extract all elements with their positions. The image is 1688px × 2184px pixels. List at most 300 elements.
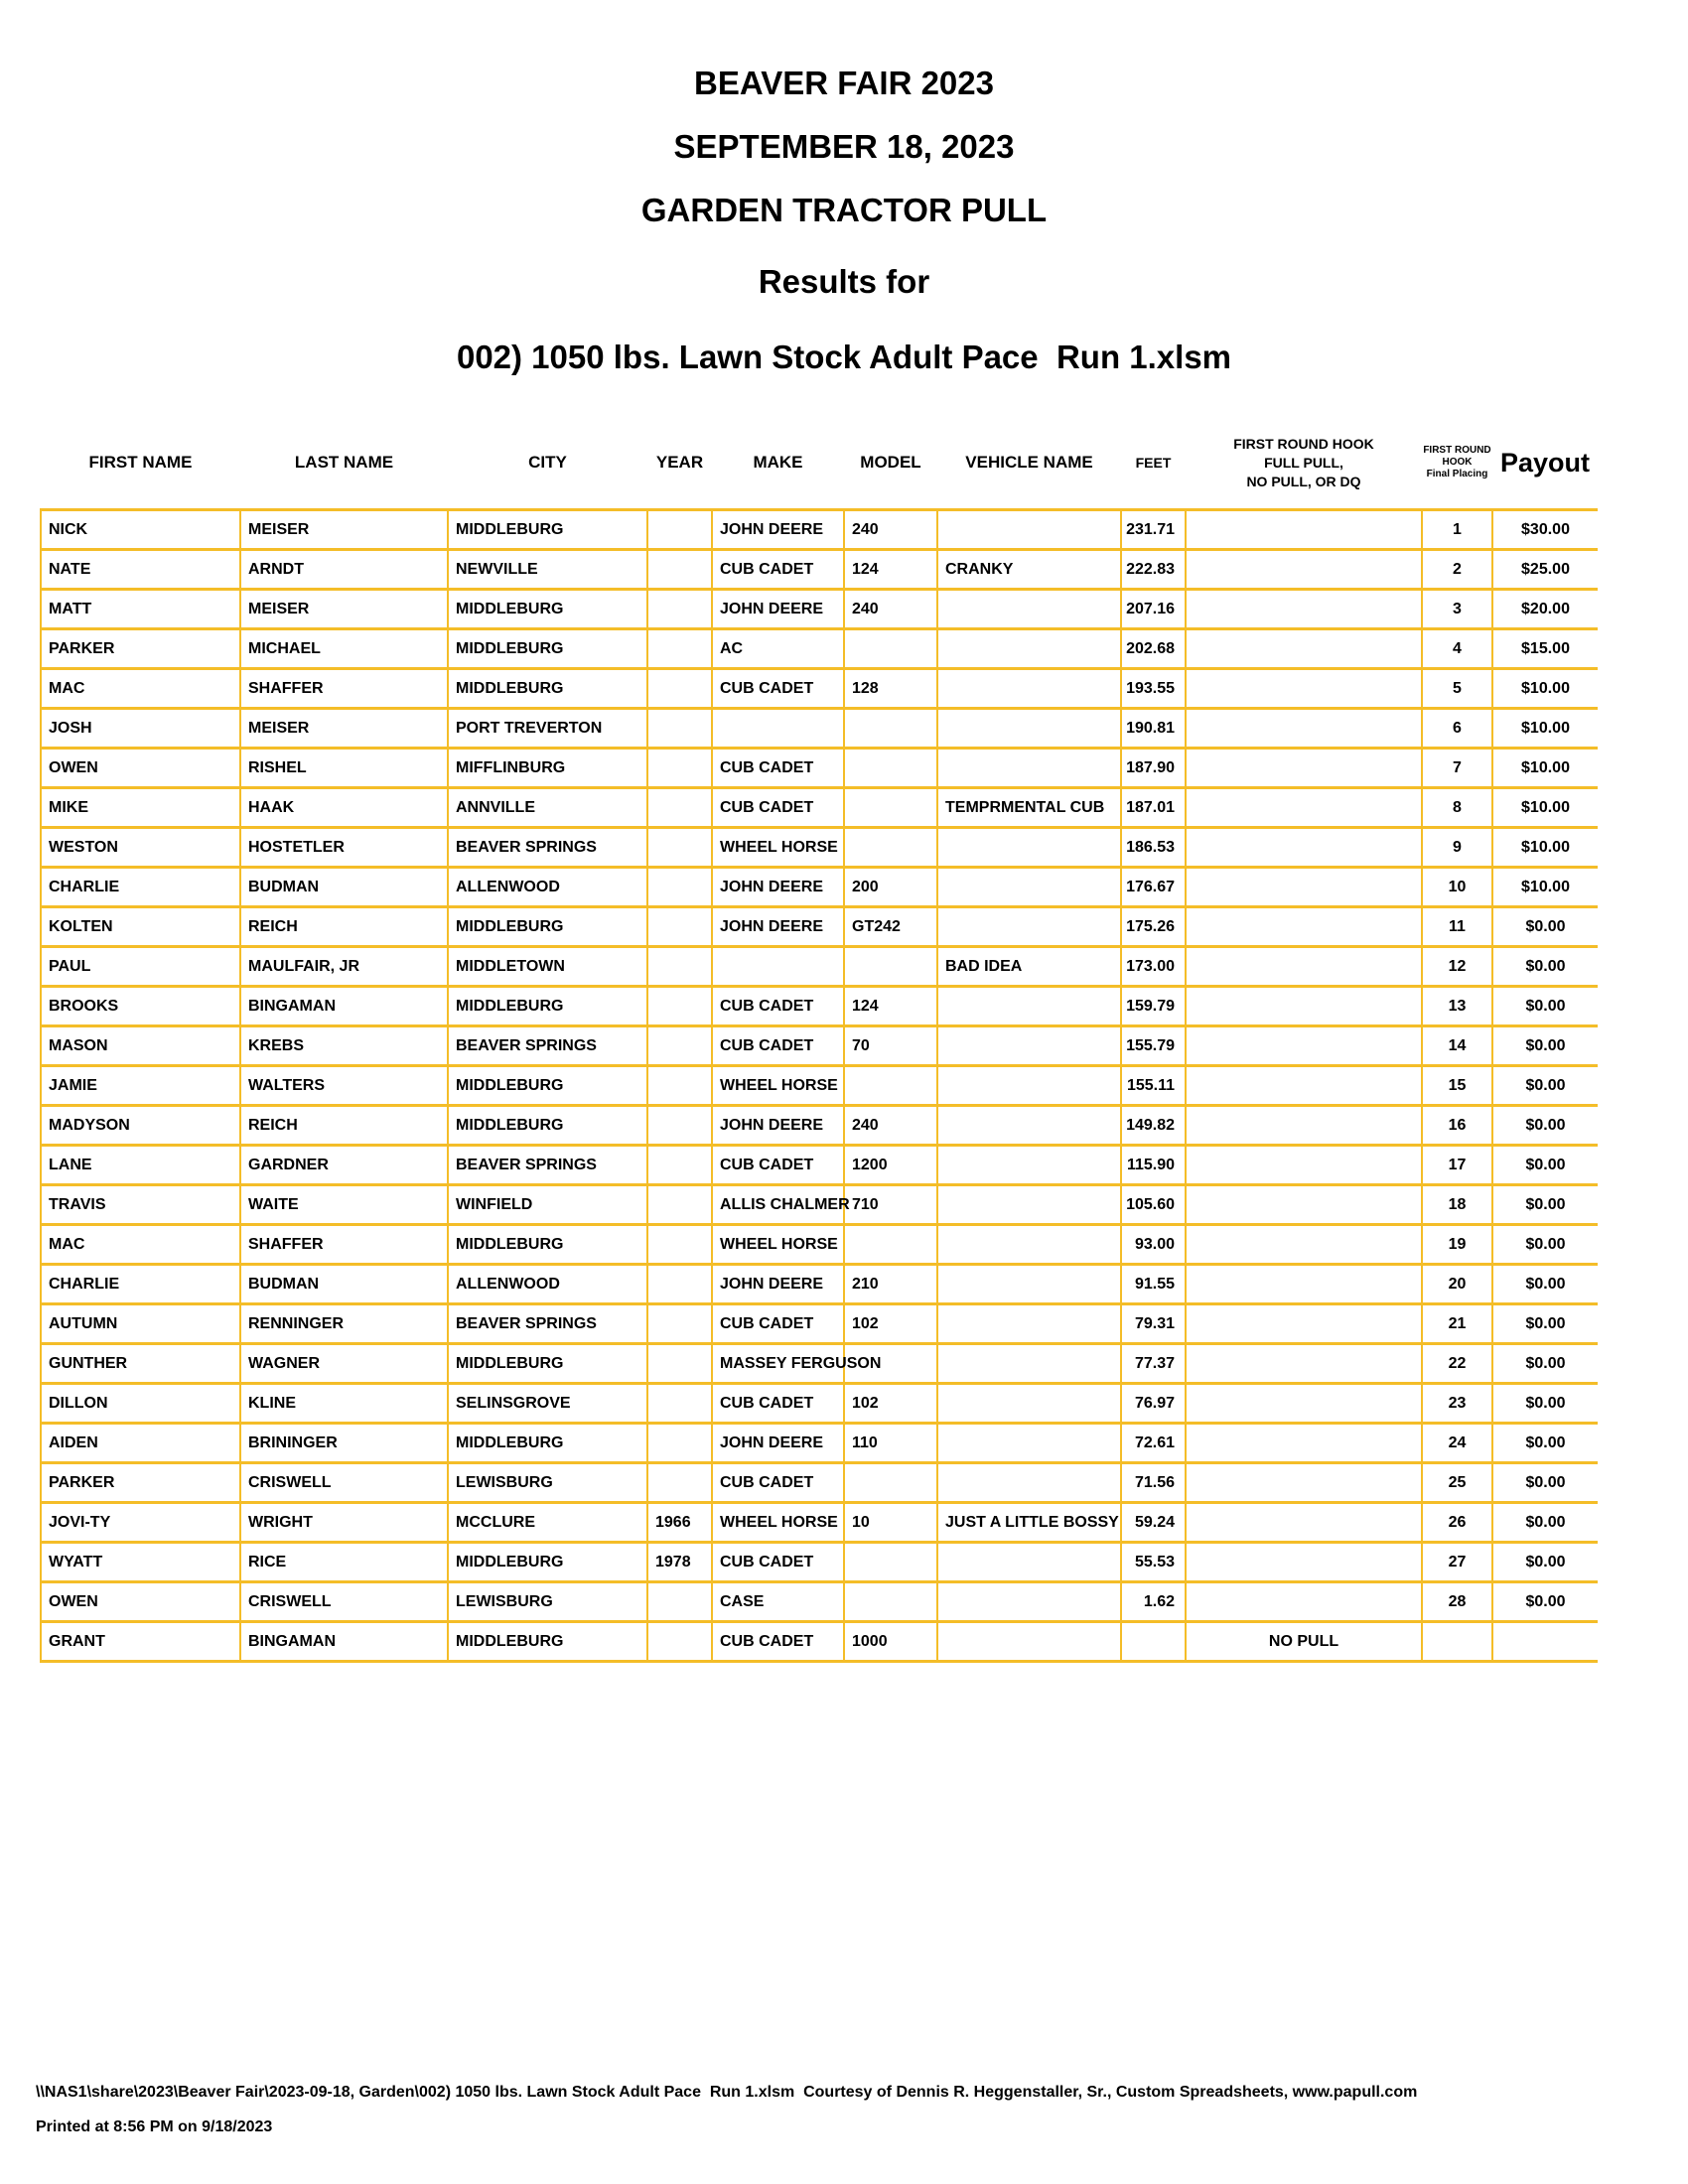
table-row — [41, 749, 1598, 788]
cell-final-placing: 11 — [1422, 907, 1492, 947]
cell-final-placing: 27 — [1422, 1543, 1492, 1582]
cell-year — [647, 1146, 712, 1185]
page-title — [0, 52, 1688, 389]
cell-city: BEAVER SPRINGS — [448, 1146, 647, 1185]
cell-last-name: CRISWELL — [240, 1463, 448, 1503]
cell-payout: $0.00 — [1492, 1026, 1598, 1066]
cell-city: LEWISBURG — [448, 1463, 647, 1503]
cell-last-name: WAITE — [240, 1185, 448, 1225]
make-text: AC — [720, 639, 744, 657]
cell-city: ALLENWOOD — [448, 868, 647, 907]
table-row — [41, 868, 1598, 907]
cell-first-name: AIDEN — [41, 1424, 240, 1463]
cell-last-name: BINGAMAN — [240, 987, 448, 1026]
cell-hook-result — [1186, 907, 1422, 947]
cell-make — [712, 1424, 844, 1463]
cell-last-name: GARDNER — [240, 1146, 448, 1185]
cell-final-placing: 1 — [1422, 510, 1492, 550]
table-row — [41, 1424, 1598, 1463]
cell-year — [647, 987, 712, 1026]
cell-last-name: CRISWELL — [240, 1582, 448, 1622]
header-year: YEAR — [655, 453, 704, 472]
cell-city: LEWISBURG — [448, 1582, 647, 1622]
cell-make — [712, 1185, 850, 1225]
cell-last-name: MEISER — [240, 510, 448, 550]
cell-last-name: REICH — [240, 1106, 448, 1146]
cell-make — [712, 669, 844, 709]
cell-year — [647, 1106, 712, 1146]
cell-feet: 77.37 — [1121, 1344, 1186, 1384]
cell-hook-result — [1186, 947, 1422, 987]
cell-make — [712, 709, 844, 749]
cell-hook-result — [1186, 669, 1422, 709]
make-text: ALLIS CHALMER — [720, 1195, 850, 1213]
cell-make — [712, 1582, 844, 1622]
cell-model: 128 — [844, 669, 937, 709]
cell-hook-result — [1186, 629, 1422, 669]
cell-hook-result — [1186, 1424, 1422, 1463]
header-hook-line3: NO PULL, OR DQ — [1246, 473, 1361, 489]
cell-hook-result — [1186, 1304, 1422, 1344]
cell-payout: $0.00 — [1492, 907, 1598, 947]
cell-first-name: PARKER — [41, 1463, 240, 1503]
cell-vehicle-name — [937, 1463, 1121, 1503]
cell-city: MIDDLEBURG — [448, 907, 647, 947]
cell-vehicle-name — [937, 510, 1121, 550]
table-row — [41, 1622, 1598, 1662]
header-last-name: LAST NAME — [294, 453, 394, 472]
cell-make — [712, 1622, 844, 1662]
table-row — [41, 987, 1598, 1026]
make-text: CUB CADET — [720, 798, 814, 816]
table-row — [41, 1026, 1598, 1066]
cell-first-name: OWEN — [41, 1582, 240, 1622]
table-row — [41, 1543, 1598, 1582]
cell-first-name: PAUL — [41, 947, 240, 987]
cell-year — [647, 1384, 712, 1424]
cell-vehicle-name — [937, 1344, 1121, 1384]
cell-first-name: MIKE — [41, 788, 240, 828]
cell-hook-result — [1186, 1185, 1422, 1225]
cell-final-placing: 9 — [1422, 828, 1492, 868]
cell-city: BEAVER SPRINGS — [448, 828, 647, 868]
cell-feet — [1121, 1622, 1186, 1662]
cell-last-name: BINGAMAN — [240, 1622, 448, 1662]
cell-city: BEAVER SPRINGS — [448, 1026, 647, 1066]
cell-vehicle-name — [937, 1543, 1121, 1582]
cell-final-placing: 13 — [1422, 987, 1492, 1026]
title-date: SEPTEMBER 18, 2023 — [673, 128, 1015, 165]
cell-hook-result — [1186, 510, 1422, 550]
cell-feet: 155.11 — [1121, 1066, 1186, 1106]
header-final-placing — [1422, 417, 1492, 510]
cell-hook-result: NO PULL — [1186, 1622, 1422, 1662]
cell-final-placing: 23 — [1422, 1384, 1492, 1424]
header-placing-line1: FIRST ROUND — [1423, 445, 1491, 456]
cell-model: 70 — [844, 1026, 937, 1066]
cell-hook-result — [1186, 1146, 1422, 1185]
cell-hook-result — [1186, 1384, 1422, 1424]
cell-last-name: REICH — [240, 907, 448, 947]
cell-last-name: KLINE — [240, 1384, 448, 1424]
cell-model: 710 — [844, 1185, 937, 1225]
cell-final-placing: 15 — [1422, 1066, 1492, 1106]
cell-last-name: ARNDT — [240, 550, 448, 590]
make-text: JOHN DEERE — [720, 1275, 824, 1293]
table-body — [41, 510, 1598, 1662]
cell-hook-result — [1186, 1225, 1422, 1265]
table-row — [41, 1146, 1598, 1185]
make-text: CUB CADET — [720, 1473, 814, 1491]
cell-make — [712, 1384, 844, 1424]
cell-model — [844, 629, 937, 669]
cell-make — [712, 1106, 844, 1146]
cell-year — [647, 669, 712, 709]
cell-first-name: JOVI-TY — [41, 1503, 240, 1543]
cell-final-placing: 12 — [1422, 947, 1492, 987]
cell-final-placing: 19 — [1422, 1225, 1492, 1265]
cell-feet: 202.68 — [1121, 629, 1186, 669]
cell-final-placing: 10 — [1422, 868, 1492, 907]
cell-payout: $0.00 — [1492, 1582, 1598, 1622]
cell-last-name: WALTERS — [240, 1066, 448, 1106]
cell-payout: $0.00 — [1492, 1225, 1598, 1265]
make-text: CUB CADET — [720, 997, 814, 1015]
cell-vehicle-name — [937, 907, 1121, 947]
cell-feet: 187.90 — [1121, 749, 1186, 788]
cell-last-name: HAAK — [240, 788, 448, 828]
table-row — [41, 1463, 1598, 1503]
cell-first-name: TRAVIS — [41, 1185, 240, 1225]
cell-city: MIDDLEBURG — [448, 510, 647, 550]
cell-first-name: WESTON — [41, 828, 240, 868]
cell-final-placing: 6 — [1422, 709, 1492, 749]
cell-feet: 91.55 — [1121, 1265, 1186, 1304]
make-text: JOHN DEERE — [720, 878, 824, 895]
cell-model: 110 — [844, 1424, 937, 1463]
table-row — [41, 1106, 1598, 1146]
cell-final-placing: 25 — [1422, 1463, 1492, 1503]
table-row — [41, 947, 1598, 987]
table-row — [41, 709, 1598, 749]
cell-last-name: HOSTETLER — [240, 828, 448, 868]
cell-hook-result — [1186, 828, 1422, 868]
table-row — [41, 1384, 1598, 1424]
cell-first-name: JOSH — [41, 709, 240, 749]
cell-make — [712, 1543, 844, 1582]
cell-vehicle-name: JUST A LITTLE BOSSY — [937, 1503, 1121, 1543]
cell-payout: $0.00 — [1492, 987, 1598, 1026]
cell-vehicle-name — [937, 629, 1121, 669]
cell-hook-result — [1186, 1463, 1422, 1503]
cell-payout: $20.00 — [1492, 590, 1598, 629]
cell-year — [647, 907, 712, 947]
cell-city: MIDDLEBURG — [448, 1543, 647, 1582]
table-row — [41, 1582, 1598, 1622]
table-row — [41, 1185, 1598, 1225]
cell-make — [712, 1463, 844, 1503]
cell-final-placing: 5 — [1422, 669, 1492, 709]
table-row — [41, 828, 1598, 868]
cell-year — [647, 590, 712, 629]
cell-city: MIFFLINBURG — [448, 749, 647, 788]
cell-final-placing — [1422, 1622, 1492, 1662]
cell-final-placing: 14 — [1422, 1026, 1492, 1066]
cell-year — [647, 749, 712, 788]
cell-feet: 159.79 — [1121, 987, 1186, 1026]
cell-city: MIDDLETOWN — [448, 947, 647, 987]
cell-final-placing: 24 — [1422, 1424, 1492, 1463]
cell-first-name: OWEN — [41, 749, 240, 788]
table-row — [41, 590, 1598, 629]
cell-payout: $0.00 — [1492, 1424, 1598, 1463]
cell-city: MIDDLEBURG — [448, 1622, 647, 1662]
cell-vehicle-name — [937, 828, 1121, 868]
cell-city: MIDDLEBURG — [448, 1066, 647, 1106]
header-hook-line2: FULL PULL, — [1264, 454, 1343, 471]
cell-vehicle-name — [937, 1424, 1121, 1463]
cell-feet: 105.60 — [1121, 1185, 1186, 1225]
table-row — [41, 1344, 1598, 1384]
table-row — [41, 1265, 1598, 1304]
cell-vehicle-name — [937, 1304, 1121, 1344]
make-text: CUB CADET — [720, 758, 814, 776]
cell-final-placing: 3 — [1422, 590, 1492, 629]
cell-model — [844, 709, 937, 749]
cell-payout: $25.00 — [1492, 550, 1598, 590]
title-competition: GARDEN TRACTOR PULL — [640, 192, 1048, 228]
cell-model: 102 — [844, 1304, 937, 1344]
cell-year: 1978 — [647, 1543, 712, 1582]
cell-model — [844, 788, 937, 828]
header-vehicle-name: VEHICLE NAME — [965, 453, 1093, 472]
cell-model: GT242 — [844, 907, 937, 947]
cell-model — [844, 1225, 937, 1265]
cell-first-name: GUNTHER — [41, 1344, 240, 1384]
cell-feet: 176.67 — [1121, 868, 1186, 907]
cell-last-name: KREBS — [240, 1026, 448, 1066]
cell-year — [647, 868, 712, 907]
cell-first-name: DILLON — [41, 1384, 240, 1424]
cell-first-name: MATT — [41, 590, 240, 629]
cell-final-placing: 21 — [1422, 1304, 1492, 1344]
cell-first-name: JAMIE — [41, 1066, 240, 1106]
cell-vehicle-name — [937, 590, 1121, 629]
cell-first-name: KOLTEN — [41, 907, 240, 947]
footer-printed-at: Printed at 8:56 PM on 9/18/2023 — [36, 2118, 273, 2135]
cell-payout: $10.00 — [1492, 788, 1598, 828]
cell-city: MIDDLEBURG — [448, 1424, 647, 1463]
cell-payout: $30.00 — [1492, 510, 1598, 550]
cell-payout: $10.00 — [1492, 749, 1598, 788]
cell-vehicle-name — [937, 1265, 1121, 1304]
header-first-round-hook — [1186, 417, 1422, 510]
cell-city: NEWVILLE — [448, 550, 647, 590]
cell-make — [712, 788, 844, 828]
table-row — [41, 629, 1598, 669]
cell-payout: $0.00 — [1492, 1146, 1598, 1185]
results-table-wrap — [40, 417, 1598, 1663]
table-row — [41, 788, 1598, 828]
cell-feet: 187.01 — [1121, 788, 1186, 828]
cell-model: 124 — [844, 550, 937, 590]
cell-hook-result — [1186, 1066, 1422, 1106]
cell-year — [647, 510, 712, 550]
cell-last-name: RENNINGER — [240, 1304, 448, 1344]
cell-feet: 149.82 — [1121, 1106, 1186, 1146]
cell-first-name: MAC — [41, 1225, 240, 1265]
cell-vehicle-name: TEMPRMENTAL CUB — [937, 788, 1121, 828]
cell-city: WINFIELD — [448, 1185, 647, 1225]
cell-model — [844, 1543, 937, 1582]
cell-year — [647, 828, 712, 868]
cell-payout: $0.00 — [1492, 1463, 1598, 1503]
cell-final-placing: 2 — [1422, 550, 1492, 590]
cell-hook-result — [1186, 709, 1422, 749]
cell-make — [712, 1225, 844, 1265]
cell-make — [712, 510, 844, 550]
cell-first-name: CHARLIE — [41, 868, 240, 907]
cell-hook-result — [1186, 1543, 1422, 1582]
cell-year — [647, 788, 712, 828]
cell-year — [647, 1463, 712, 1503]
cell-payout: $0.00 — [1492, 1185, 1598, 1225]
cell-model: 240 — [844, 590, 937, 629]
cell-vehicle-name: BAD IDEA — [937, 947, 1121, 987]
cell-last-name: SHAFFER — [240, 669, 448, 709]
cell-hook-result — [1186, 1582, 1422, 1622]
cell-payout: $10.00 — [1492, 669, 1598, 709]
cell-first-name: MADYSON — [41, 1106, 240, 1146]
table-row — [41, 669, 1598, 709]
cell-last-name: SHAFFER — [240, 1225, 448, 1265]
cell-year — [647, 947, 712, 987]
make-text: CUB CADET — [720, 560, 814, 578]
cell-payout: $0.00 — [1492, 1344, 1598, 1384]
cell-model: 10 — [844, 1503, 937, 1543]
cell-last-name: RISHEL — [240, 749, 448, 788]
cell-model — [844, 749, 937, 788]
cell-last-name: MAULFAIR, JR — [240, 947, 448, 987]
header-first-name: FIRST NAME — [88, 453, 193, 472]
cell-make — [712, 590, 844, 629]
cell-feet: 190.81 — [1121, 709, 1186, 749]
cell-make — [712, 1304, 844, 1344]
cell-city: MIDDLEBURG — [448, 987, 647, 1026]
header-hook-line1: FIRST ROUND HOOK — [1233, 435, 1374, 452]
cell-year — [647, 709, 712, 749]
cell-make — [712, 828, 844, 868]
header-make: MAKE — [753, 453, 803, 472]
cell-year — [647, 1066, 712, 1106]
cell-first-name: CHARLIE — [41, 1265, 240, 1304]
cell-vehicle-name — [937, 1066, 1121, 1106]
cell-year — [647, 629, 712, 669]
cell-model — [844, 1582, 937, 1622]
table-row — [41, 1304, 1598, 1344]
cell-hook-result — [1186, 987, 1422, 1026]
table-row — [41, 1066, 1598, 1106]
cell-last-name: RICE — [240, 1543, 448, 1582]
cell-city: MIDDLEBURG — [448, 629, 647, 669]
cell-final-placing: 16 — [1422, 1106, 1492, 1146]
cell-feet: 55.53 — [1121, 1543, 1186, 1582]
cell-make — [712, 987, 844, 1026]
cell-final-placing: 17 — [1422, 1146, 1492, 1185]
cell-model: 102 — [844, 1384, 937, 1424]
make-text: CUB CADET — [720, 1036, 814, 1054]
cell-make — [712, 1344, 882, 1384]
cell-last-name: MICHAEL — [240, 629, 448, 669]
header-placing-line2: HOOK — [1442, 457, 1473, 468]
cell-payout: $10.00 — [1492, 709, 1598, 749]
cell-hook-result — [1186, 550, 1422, 590]
cell-payout: $0.00 — [1492, 1503, 1598, 1543]
make-text: JOHN DEERE — [720, 520, 824, 538]
results-table — [40, 417, 1598, 1663]
header-city: CITY — [528, 453, 567, 472]
footer-file-path: \\NAS1\share\2023\Beaver Fair\2023-09-18, Garden\002) 1050 lbs. Lawn Stock Adult Pace Run 1.xlsm Courtesy of Dennis R. Heggenstaller, Sr., Custom Spreadsheets, www.papull.com — [36, 2084, 1418, 2101]
cell-city: BEAVER SPRINGS — [448, 1304, 647, 1344]
title-class-file: 002) 1050 lbs. Lawn Stock Adult Pace Run 1.xlsm — [456, 339, 1232, 375]
cell-last-name: WAGNER — [240, 1344, 448, 1384]
make-text: JOHN DEERE — [720, 917, 824, 935]
make-text: CUB CADET — [720, 1314, 814, 1332]
table-row — [41, 1225, 1598, 1265]
cell-vehicle-name — [937, 868, 1121, 907]
cell-make — [712, 1066, 844, 1106]
header-feet: FEET — [1135, 455, 1172, 471]
cell-vehicle-name — [937, 1185, 1121, 1225]
cell-feet: 175.26 — [1121, 907, 1186, 947]
header-payout: Payout — [1499, 448, 1591, 478]
make-text: WHEEL HORSE — [720, 1076, 838, 1094]
cell-vehicle-name — [937, 1582, 1121, 1622]
cell-final-placing: 18 — [1422, 1185, 1492, 1225]
cell-model — [844, 947, 937, 987]
cell-feet: 155.79 — [1121, 1026, 1186, 1066]
table-header-row — [41, 417, 1598, 510]
cell-make — [712, 1026, 844, 1066]
cell-year — [647, 1582, 712, 1622]
cell-vehicle-name — [937, 1384, 1121, 1424]
cell-model: 240 — [844, 1106, 937, 1146]
cell-year — [647, 1265, 712, 1304]
cell-city: MIDDLEBURG — [448, 1344, 647, 1384]
cell-last-name: MEISER — [240, 709, 448, 749]
cell-vehicle-name — [937, 669, 1121, 709]
cell-city: MIDDLEBURG — [448, 590, 647, 629]
cell-payout: $0.00 — [1492, 947, 1598, 987]
cell-first-name: GRANT — [41, 1622, 240, 1662]
cell-model: 124 — [844, 987, 937, 1026]
cell-hook-result — [1186, 868, 1422, 907]
cell-last-name: WRIGHT — [240, 1503, 448, 1543]
cell-make — [712, 1265, 844, 1304]
cell-make — [712, 907, 844, 947]
table-row — [41, 1503, 1598, 1543]
make-text: CUB CADET — [720, 1553, 814, 1570]
cell-feet: 59.24 — [1121, 1503, 1186, 1543]
cell-feet: 72.61 — [1121, 1424, 1186, 1463]
cell-year — [647, 1026, 712, 1066]
cell-vehicle-name — [937, 1106, 1121, 1146]
cell-year — [647, 550, 712, 590]
cell-last-name: BUDMAN — [240, 1265, 448, 1304]
make-text: MASSEY FERGUSON — [720, 1354, 882, 1372]
cell-payout: $15.00 — [1492, 629, 1598, 669]
cell-feet: 71.56 — [1121, 1463, 1186, 1503]
